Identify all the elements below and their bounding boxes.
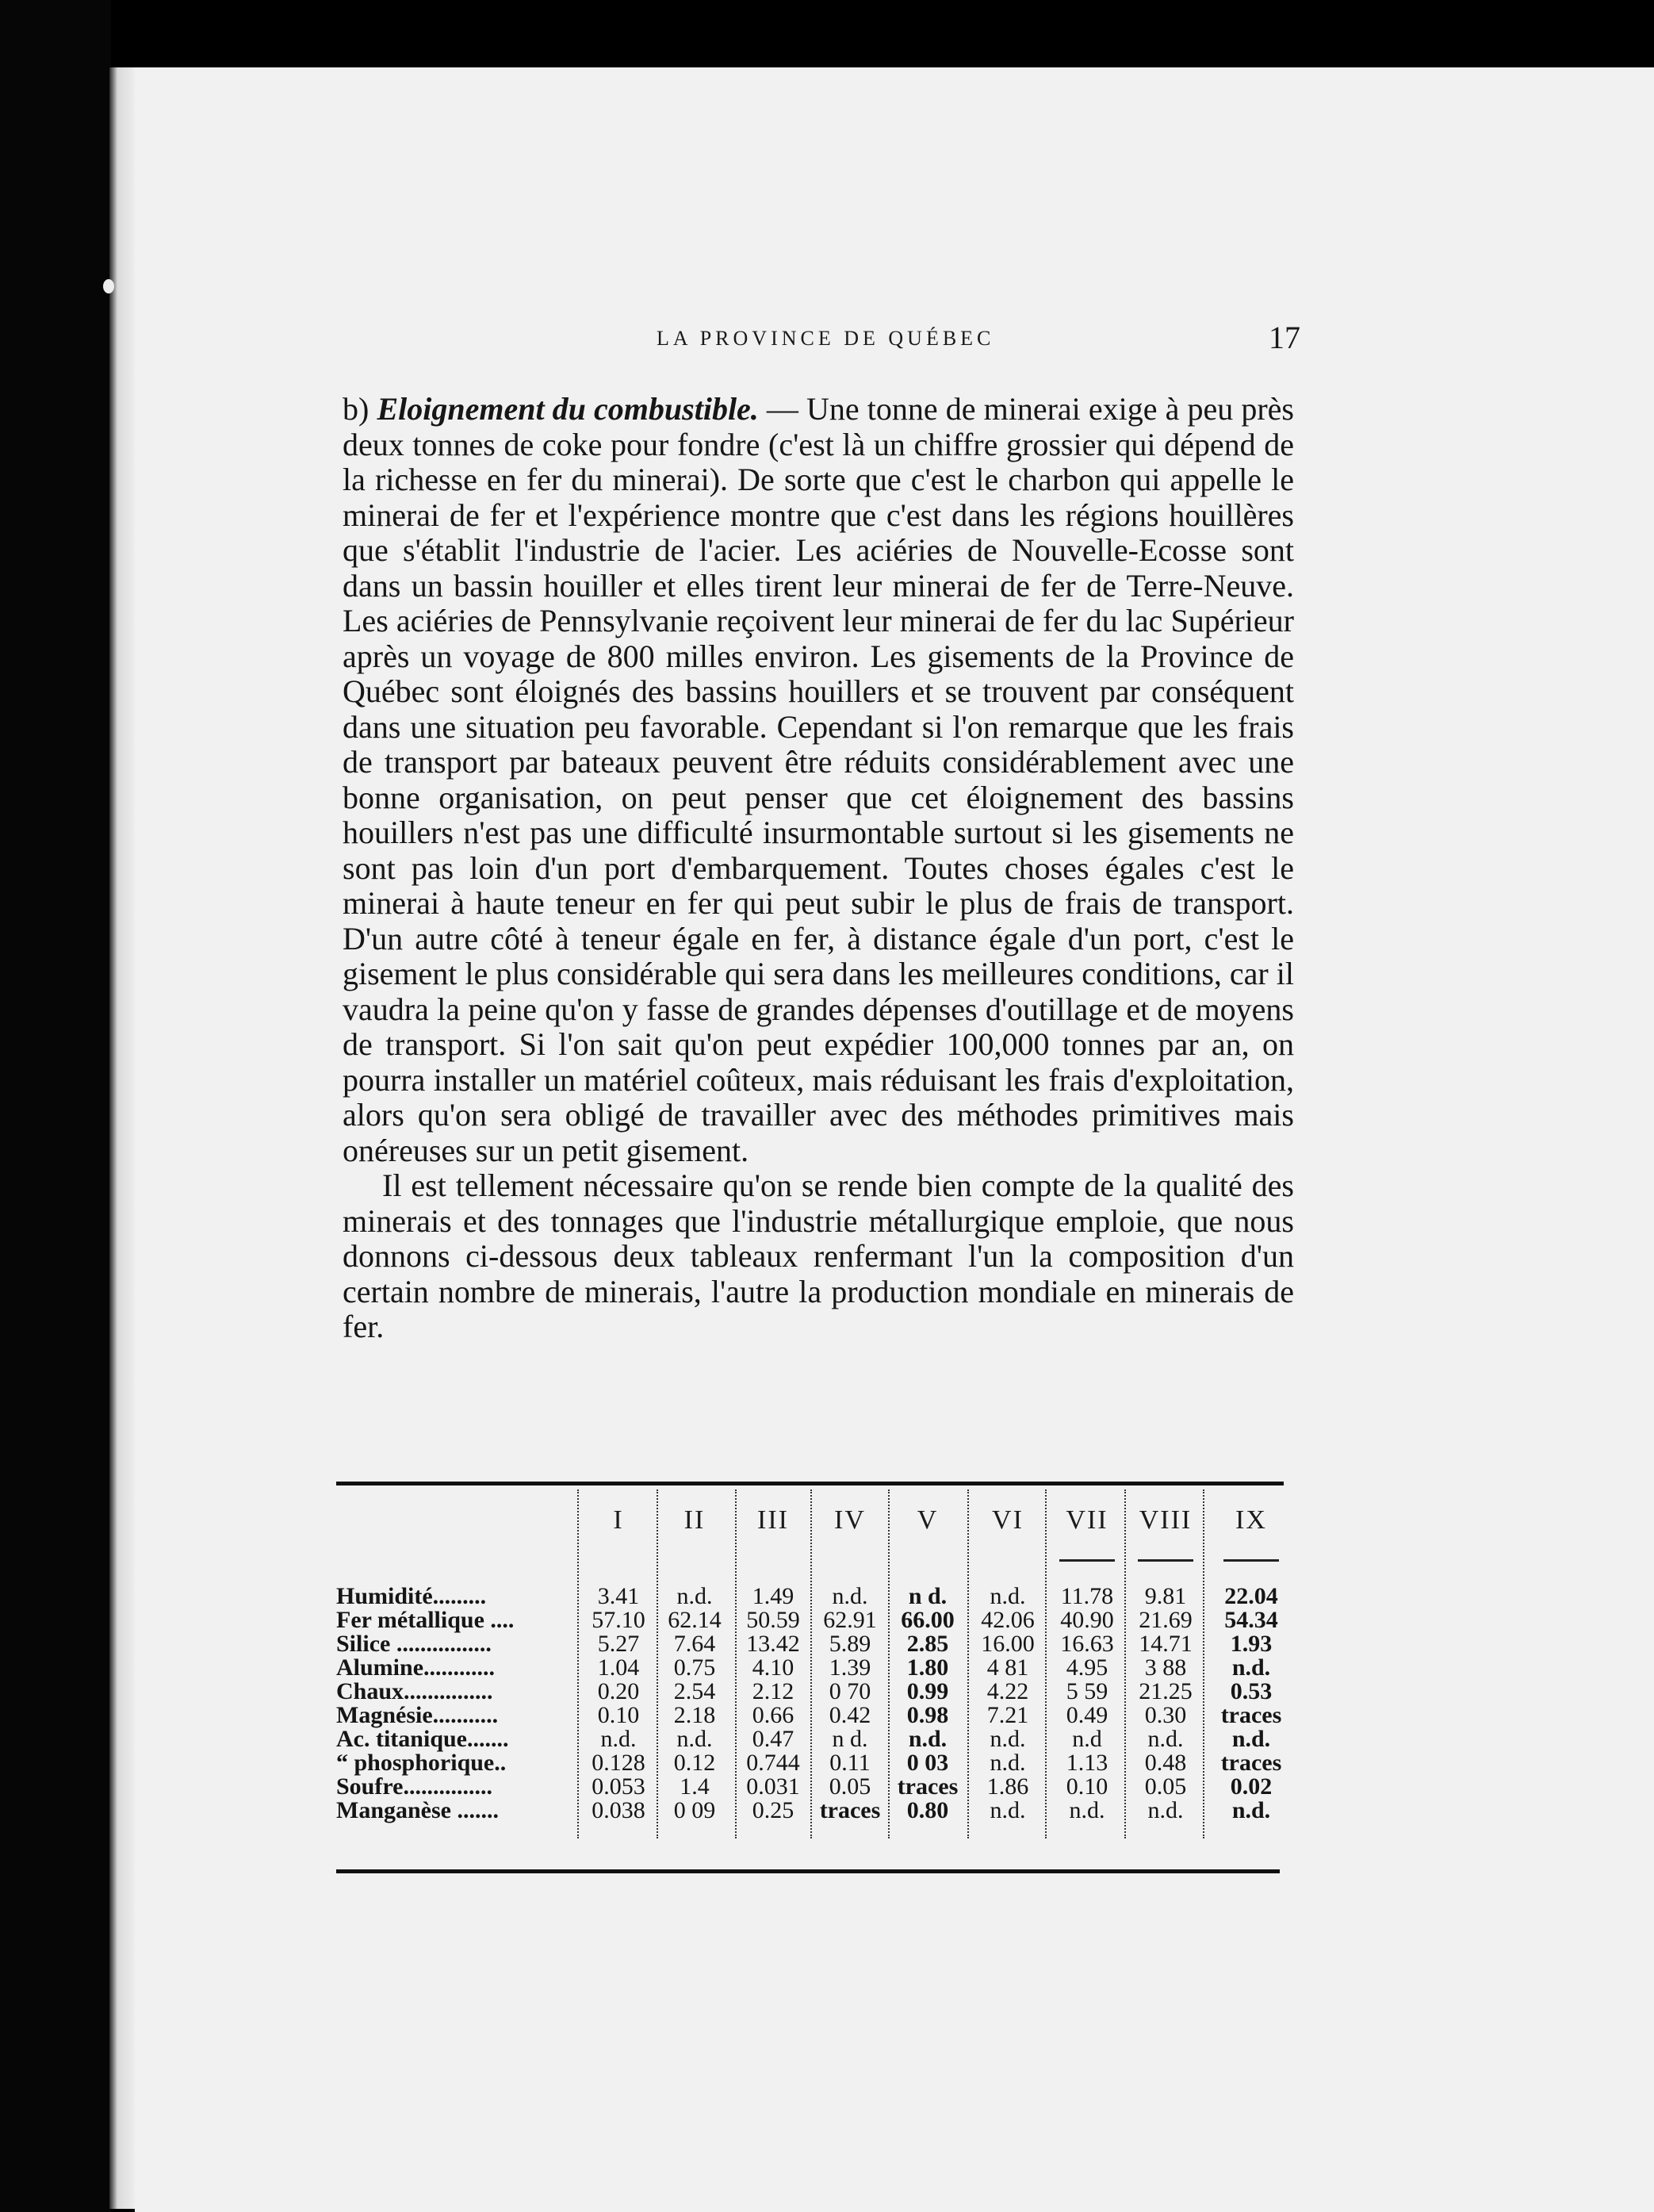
table-cell: 2.12 bbox=[752, 1678, 794, 1704]
row-label: Magnésie........... bbox=[336, 1702, 499, 1728]
table-cell: 0 09 bbox=[673, 1797, 716, 1823]
table-cell: n.d. bbox=[1147, 1726, 1184, 1752]
table-cell: 0.99 bbox=[906, 1678, 949, 1704]
row-label: Ac. titanique....... bbox=[336, 1726, 509, 1752]
table-cell: 0.75 bbox=[673, 1654, 716, 1681]
row-label: Alumine............ bbox=[336, 1654, 496, 1681]
table-cell: 4.10 bbox=[752, 1654, 794, 1681]
table-top-rule bbox=[336, 1482, 1284, 1486]
table-cell: 1.4 bbox=[680, 1773, 710, 1800]
table-cell: 0.12 bbox=[673, 1750, 716, 1776]
table-cell: 5.27 bbox=[597, 1631, 640, 1657]
table-cell: 0.05 bbox=[1144, 1773, 1187, 1800]
table-cell: n.d. bbox=[1231, 1797, 1271, 1823]
binding-hole-mark bbox=[103, 279, 114, 293]
column-header: IX bbox=[1235, 1505, 1267, 1535]
table-cell: 0.10 bbox=[1066, 1773, 1108, 1800]
table-cell: 7.64 bbox=[673, 1631, 716, 1657]
scan-dark-margin bbox=[0, 0, 111, 2212]
column-header-underline bbox=[1059, 1559, 1115, 1562]
table-cell: 1.49 bbox=[752, 1583, 794, 1609]
table-cell: 0.47 bbox=[752, 1726, 794, 1752]
column-header: III bbox=[757, 1505, 789, 1535]
table-cell: 0.128 bbox=[592, 1750, 645, 1776]
table-cell: 0.80 bbox=[906, 1797, 949, 1823]
table-cell: 42.06 bbox=[981, 1607, 1035, 1633]
table-cell: 21.25 bbox=[1139, 1678, 1193, 1704]
body-text bbox=[343, 392, 1294, 1345]
table-cell: n.d. bbox=[676, 1726, 713, 1752]
table-cell: 1.04 bbox=[597, 1654, 640, 1681]
table-cell: 2.85 bbox=[906, 1631, 949, 1657]
table-cell: n.d. bbox=[990, 1750, 1026, 1776]
table-cell: 3 88 bbox=[1144, 1654, 1187, 1681]
table-cell: 0.038 bbox=[592, 1797, 645, 1823]
table-cell: 40.90 bbox=[1060, 1607, 1114, 1633]
table-cell: 0.031 bbox=[746, 1773, 800, 1800]
table-cell: 5 59 bbox=[1066, 1678, 1108, 1704]
table-cell: 0 03 bbox=[906, 1750, 949, 1776]
table-column-divider bbox=[967, 1489, 969, 1838]
paragraph-1 bbox=[343, 392, 1294, 1168]
table-cell: 3.41 bbox=[597, 1583, 640, 1609]
row-label: Soufre............... bbox=[336, 1773, 492, 1800]
table-cell: traces bbox=[1220, 1750, 1282, 1776]
table-cell: 21.69 bbox=[1139, 1607, 1193, 1633]
table-cell: 11.78 bbox=[1060, 1583, 1114, 1609]
section-marker: b) bbox=[343, 391, 377, 427]
table-cell: 4.22 bbox=[986, 1678, 1029, 1704]
table-cell: 4 81 bbox=[986, 1654, 1029, 1681]
table-cell: 1.39 bbox=[829, 1654, 871, 1681]
column-header: V bbox=[917, 1505, 939, 1535]
table-cell: n.d. bbox=[1147, 1797, 1184, 1823]
table-cell: traces bbox=[819, 1797, 881, 1823]
table-cell: 1.86 bbox=[986, 1773, 1029, 1800]
column-header: VIII bbox=[1139, 1505, 1193, 1535]
column-header-underline bbox=[1138, 1559, 1193, 1562]
table-cell: n.d. bbox=[990, 1583, 1026, 1609]
column-header-underline bbox=[1223, 1559, 1279, 1562]
table-cell: 62.91 bbox=[823, 1607, 877, 1633]
table-cell: 0.30 bbox=[1144, 1702, 1187, 1728]
table-bottom-rule bbox=[336, 1869, 1280, 1873]
table-cell: 5.89 bbox=[829, 1631, 871, 1657]
table-cell: 0.10 bbox=[597, 1702, 640, 1728]
table-cell: 0.02 bbox=[1230, 1773, 1273, 1800]
table-cell: 1.93 bbox=[1230, 1631, 1273, 1657]
table-cell: 16.00 bbox=[981, 1631, 1035, 1657]
table-cell: 0.98 bbox=[906, 1702, 949, 1728]
table-cell: 54.34 bbox=[1224, 1607, 1278, 1633]
column-header: VI bbox=[992, 1505, 1024, 1535]
table-cell: 0.49 bbox=[1066, 1702, 1108, 1728]
row-label: Manganèse ....... bbox=[336, 1797, 499, 1823]
table-cell: 0.66 bbox=[752, 1702, 794, 1728]
table-cell: 1.80 bbox=[906, 1654, 949, 1681]
table-cell: n.d. bbox=[676, 1583, 713, 1609]
table-cell: 0.42 bbox=[829, 1702, 871, 1728]
table-cell: n.d. bbox=[908, 1726, 948, 1752]
column-header: IV bbox=[834, 1505, 866, 1535]
table-cell: 0.744 bbox=[746, 1750, 800, 1776]
paragraph-2: Il est tellement nécessaire qu'on se rende bien compte de la qualité des minerais et des tonnages que l'industrie métallurgique emploie, que nous donnons ci-dessous deux tableaux renfermant l'un la composition d'un certain nombre de minerais, l'autre la production mondiale en minerais de fer. bbox=[343, 1167, 1294, 1344]
page-gutter-fold bbox=[109, 67, 136, 2209]
table-cell: 0.20 bbox=[597, 1678, 640, 1704]
table-cell: 66.00 bbox=[901, 1607, 955, 1633]
table-cell: 2.18 bbox=[673, 1702, 716, 1728]
table-cell: 1.13 bbox=[1066, 1750, 1108, 1776]
column-header: II bbox=[683, 1505, 706, 1535]
table-cell: traces bbox=[897, 1773, 959, 1800]
table-cell: traces bbox=[1220, 1702, 1282, 1728]
table-cell: n.d. bbox=[1231, 1654, 1271, 1681]
running-head: LA PROVINCE DE QUÉBEC bbox=[657, 327, 995, 350]
table-cell: 7.21 bbox=[986, 1702, 1029, 1728]
table-cell: n.d. bbox=[990, 1726, 1026, 1752]
column-header: I bbox=[613, 1505, 624, 1535]
table-cell: 0.11 bbox=[829, 1750, 871, 1776]
table-cell: 9.81 bbox=[1144, 1583, 1187, 1609]
row-label: Fer métallique .... bbox=[336, 1607, 515, 1633]
table-cell: 0 70 bbox=[829, 1678, 871, 1704]
row-label: Humidité......... bbox=[336, 1583, 487, 1609]
table-cell: 16.63 bbox=[1060, 1631, 1114, 1657]
table-cell: n.d. bbox=[990, 1797, 1026, 1823]
table-cell: 0.53 bbox=[1230, 1678, 1273, 1704]
table-cell: 50.59 bbox=[746, 1607, 800, 1633]
page-number: 17 bbox=[1269, 320, 1300, 355]
table-cell: 4.95 bbox=[1066, 1654, 1108, 1681]
column-header: VII bbox=[1066, 1505, 1108, 1535]
table-cell: n.d. bbox=[832, 1583, 868, 1609]
table-cell: 0.05 bbox=[829, 1773, 871, 1800]
row-label: “ phosphorique.. bbox=[336, 1750, 507, 1776]
table-cell: 62.14 bbox=[668, 1607, 722, 1633]
table-cell: n.d. bbox=[1069, 1797, 1105, 1823]
table-cell: 0.053 bbox=[592, 1773, 645, 1800]
table-cell: n d. bbox=[832, 1726, 868, 1752]
table-cell: n.d. bbox=[1231, 1726, 1271, 1752]
row-label: Silice ................ bbox=[336, 1631, 492, 1657]
table-cell: n.d. bbox=[600, 1726, 637, 1752]
table-cell: n d. bbox=[908, 1583, 948, 1609]
table-cell: 2.54 bbox=[673, 1678, 716, 1704]
section-heading: Eloignement du combustible. bbox=[377, 391, 759, 427]
table-cell: 0.48 bbox=[1144, 1750, 1187, 1776]
table-cell: 0.25 bbox=[752, 1797, 794, 1823]
table-cell: 14.71 bbox=[1139, 1631, 1193, 1657]
paragraph-1-text: — Une tonne de minerai exige à peu près deux tonnes de coke pour fondre (c'est là un chiffre grossier qui dépend de la richesse en fer du minerai). De sorte que c'est le charbon qui appelle le minerai de fer et l'expérience montre que c'est dans les régions houillères que s'établit l'industrie de l'acier. Les aciéries de Nouvelle-Ecosse sont dans un bassin houiller et elles tirent leur minerai de fer de Terre-Neuve. Les aciéries de Pennsylvanie reçoivent leur minerai de fer du lac Supérieur après un voyage de 800 milles environ. Les gisements de la Province de Québec sont éloignés des bassins houillers et se trouvent par conséquent dans une situation peu favorable. Cependant si l'on remarque que les frais de transport par bateaux peuvent être réduits considérablement avec une bonne organisation, on peut penser que cet éloignement des bassins houillers n'est pas une difficulté insurmontable surtout si les gisements ne sont pas loin d'un port d'embarquement. Toutes choses égales c'est le minerai à haute teneur en fer qui peut subir le plus de frais de transport. D'un autre côté à teneur égale en fer, à distance égale d'un port, c'est le gisement le plus considérable qui sera dans les meilleures conditions, car il vaudra la peine qu'on y fasse de grandes dépenses d'outillage et de moyens de transport. Si l'on sait qu'on peut expédier 100,000 tonnes par an, on pourra installer un matériel coûteux, mais réduisant les frais d'exploitation, alors qu'on sera obligé de travailler avec des méthodes primitives mais onéreuses sur un petit gisement. bbox=[343, 391, 1294, 1168]
table-cell: n.d bbox=[1072, 1726, 1102, 1752]
table-cell: 57.10 bbox=[592, 1607, 645, 1633]
table-cell: 22.04 bbox=[1224, 1583, 1278, 1609]
table-cell: 13.42 bbox=[746, 1631, 800, 1657]
row-label: Chaux............... bbox=[336, 1678, 493, 1704]
